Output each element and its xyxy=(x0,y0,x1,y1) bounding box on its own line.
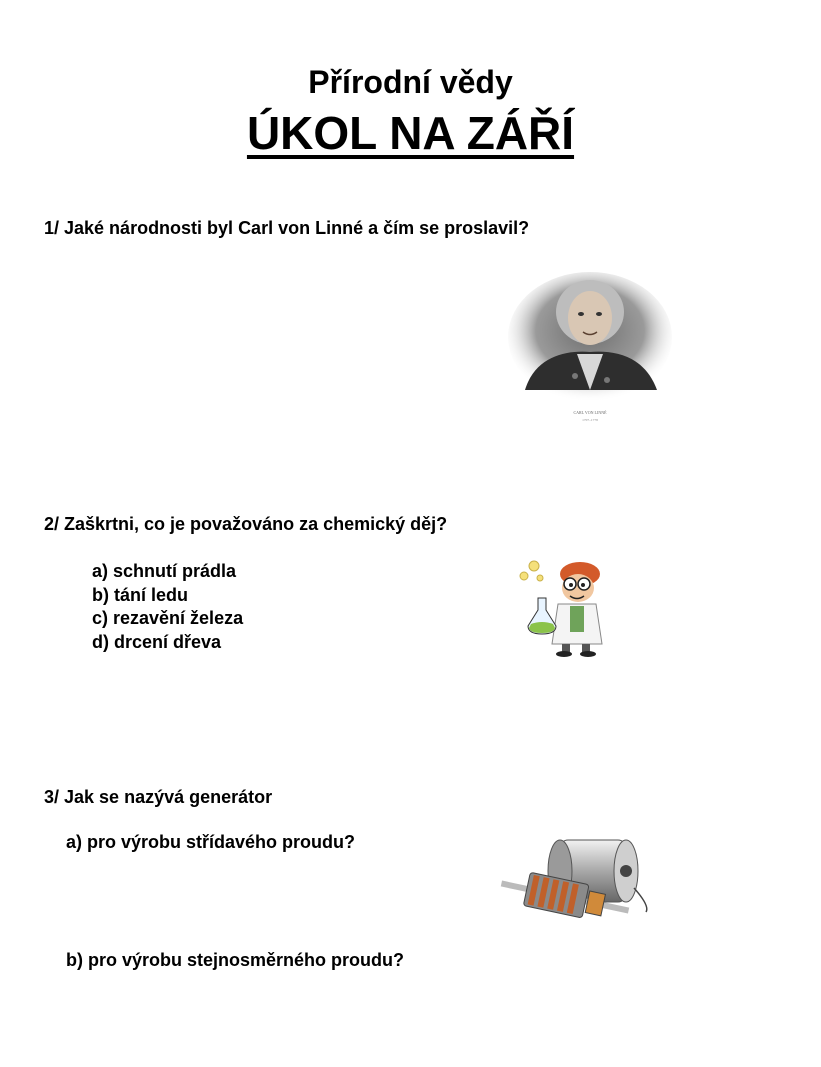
question-3a: a) pro výrobu střídavého proudu? xyxy=(66,832,356,852)
question-3b: b) pro výrobu stejnosměrného proudu? xyxy=(66,950,405,970)
question-2: 2/ Zaškrtni, co je považováno za chemický děj? xyxy=(44,514,448,534)
option-d: d) drcení dřeva xyxy=(92,631,222,652)
question-3: 3/ Jak se nazývá generátor xyxy=(44,787,273,807)
option-c: c) rezavění železa xyxy=(92,608,244,628)
page-title: ÚKOL NA ZÁŘÍ xyxy=(246,107,575,159)
portrait-image xyxy=(505,262,675,432)
scientist-cartoon-icon xyxy=(510,554,620,658)
subject-heading: Přírodní vědy xyxy=(308,64,513,100)
portrait-caption: CARL VON LINNÉ xyxy=(573,410,607,415)
generator-icon xyxy=(490,828,670,946)
question-1: 1/ Jaké národnosti byl Carl von Linné a čím se proslavil? xyxy=(44,218,530,238)
option-b: b) tání ledu xyxy=(92,584,188,605)
options-list xyxy=(92,560,243,654)
option-a: a) schnutí prádla xyxy=(92,561,237,581)
portrait-years: 1707–1778 xyxy=(582,418,598,422)
